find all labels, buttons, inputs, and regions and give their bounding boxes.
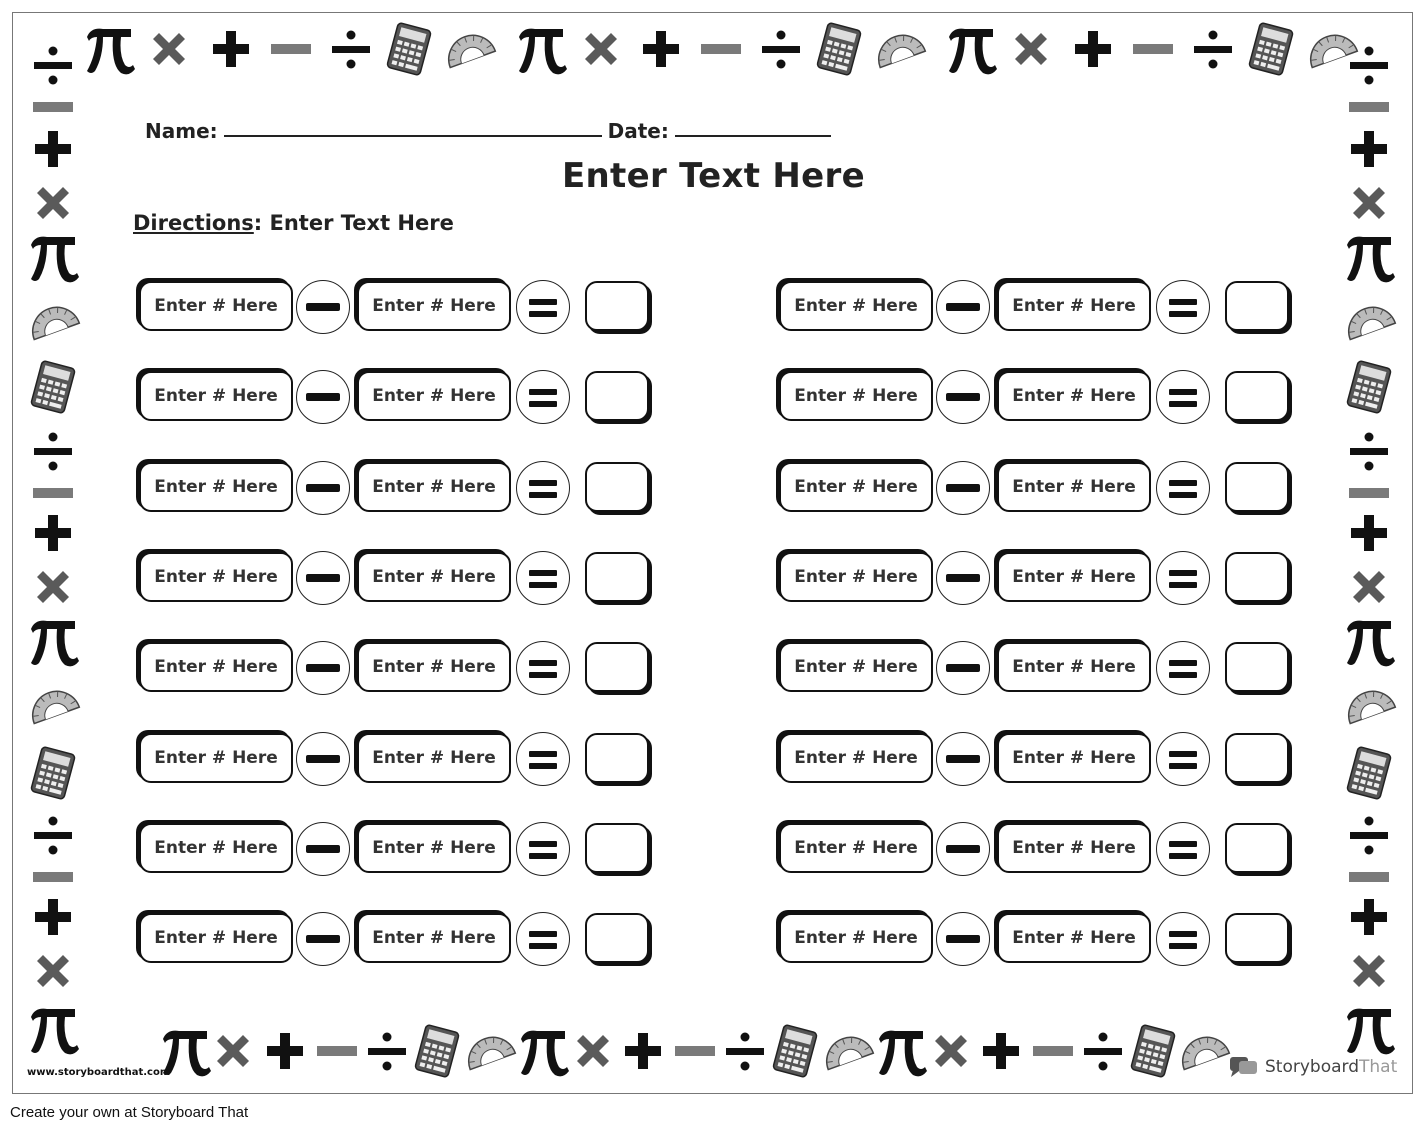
- first-number-field[interactable]: [139, 733, 293, 783]
- minus-sign: [936, 280, 990, 334]
- problem-row: [773, 550, 1293, 606]
- protractor-icon: [26, 294, 80, 348]
- minus-sign: [296, 912, 350, 966]
- calculator-icon: [1244, 22, 1298, 76]
- second-number-field[interactable]: [997, 371, 1151, 421]
- problem-row: [773, 731, 1293, 787]
- number-placeholder: Enter # Here: [372, 657, 496, 678]
- number-placeholder: Enter # Here: [794, 296, 918, 316]
- equals-sign: [516, 641, 570, 695]
- protractor-icon: [1342, 678, 1396, 732]
- equals-sign: [1156, 370, 1210, 424]
- minus-sign: [936, 641, 990, 695]
- speech-bubble-icon: [1229, 1055, 1259, 1079]
- problem-row: [773, 460, 1293, 516]
- equals-sign: [516, 912, 570, 966]
- second-number-field[interactable]: [997, 733, 1151, 783]
- number-placeholder: Enter # Here: [154, 928, 278, 949]
- equals-sign: [516, 370, 570, 424]
- minus-sign: [296, 732, 350, 786]
- number-placeholder: Enter # Here: [154, 566, 278, 587]
- minus-sign: [936, 461, 990, 515]
- problem-row: [133, 731, 653, 787]
- equals-sign: [516, 551, 570, 605]
- times-icon: [211, 1029, 255, 1073]
- second-number-field[interactable]: [357, 642, 511, 692]
- equals-sign: [516, 732, 570, 786]
- minus-icon: [315, 1029, 359, 1073]
- times-icon: [579, 27, 623, 71]
- number-placeholder: Enter # Here: [372, 476, 496, 497]
- answer-box[interactable]: [1225, 733, 1289, 783]
- first-number-field[interactable]: [779, 733, 933, 783]
- plus-icon: [1071, 27, 1115, 71]
- problem-row: [773, 369, 1293, 425]
- times-icon: [31, 949, 75, 993]
- problem-row: [133, 460, 653, 516]
- times-icon: [1347, 949, 1391, 993]
- calculator-icon: [410, 1024, 464, 1078]
- protractor-icon: [462, 1024, 516, 1078]
- calculator-icon: [1342, 360, 1396, 414]
- number-placeholder: Enter # Here: [1012, 296, 1136, 316]
- number-placeholder: Enter # Here: [794, 928, 918, 949]
- name-date-row: [145, 111, 837, 143]
- logo-main-text: Storyboard: [1265, 1057, 1359, 1077]
- minus-sign: [296, 461, 350, 515]
- calculator-icon: [382, 22, 436, 76]
- answer-box[interactable]: [585, 642, 649, 692]
- second-number-field[interactable]: [997, 913, 1151, 963]
- plus-icon: [263, 1029, 307, 1073]
- second-number-field[interactable]: [357, 733, 511, 783]
- minus-icon: [1347, 85, 1391, 129]
- pi-icon: [25, 1001, 81, 1057]
- directions-label: Directions: [133, 211, 254, 235]
- second-number-field[interactable]: [357, 913, 511, 963]
- pi-icon: [1341, 229, 1397, 285]
- number-placeholder: Enter # Here: [372, 747, 496, 768]
- number-placeholder: Enter # Here: [1012, 837, 1136, 858]
- first-number-field[interactable]: [779, 371, 933, 421]
- times-icon: [31, 565, 75, 609]
- number-placeholder: Enter # Here: [372, 296, 496, 316]
- problem-row: [133, 821, 653, 877]
- problem-row: [133, 369, 653, 425]
- divide-icon: [31, 813, 75, 857]
- answer-box[interactable]: [585, 371, 649, 421]
- first-number-field[interactable]: [779, 281, 933, 331]
- divide-icon: [759, 27, 803, 71]
- problem-row: [773, 911, 1293, 967]
- pi-icon: [25, 229, 81, 285]
- number-placeholder: Enter # Here: [794, 566, 918, 587]
- calculator-icon: [1126, 1024, 1180, 1078]
- pi-icon: [515, 1023, 571, 1079]
- logo-accent-text: That: [1359, 1057, 1398, 1077]
- times-icon: [571, 1029, 615, 1073]
- second-number-field[interactable]: [997, 552, 1151, 602]
- number-placeholder: Enter # Here: [154, 747, 278, 768]
- first-number-field[interactable]: [139, 281, 293, 331]
- protractor-icon: [442, 22, 496, 76]
- plus-icon: [209, 27, 253, 71]
- number-placeholder: Enter # Here: [794, 747, 918, 768]
- answer-box[interactable]: [585, 281, 649, 331]
- problem-row: [133, 279, 653, 335]
- date-label: Date:: [607, 119, 669, 143]
- divide-icon: [1081, 1029, 1125, 1073]
- first-number-field[interactable]: [779, 552, 933, 602]
- equals-sign: [516, 461, 570, 515]
- pi-icon: [513, 21, 569, 77]
- divide-icon: [723, 1029, 767, 1073]
- minus-sign: [936, 822, 990, 876]
- number-placeholder: Enter # Here: [794, 476, 918, 497]
- number-placeholder: Enter # Here: [154, 657, 278, 678]
- equals-sign: [516, 280, 570, 334]
- second-number-field[interactable]: [997, 281, 1151, 331]
- first-number-field[interactable]: [139, 552, 293, 602]
- minus-sign: [936, 912, 990, 966]
- plus-icon: [31, 895, 75, 939]
- number-placeholder: Enter # Here: [1012, 657, 1136, 678]
- name-label: Name:: [145, 119, 218, 143]
- name-line[interactable]: [224, 135, 602, 137]
- footer-credit: Create your own at Storyboard That: [10, 1104, 249, 1121]
- calculator-icon: [1342, 746, 1396, 800]
- plus-icon: [1347, 895, 1391, 939]
- number-placeholder: Enter # Here: [372, 928, 496, 949]
- second-number-field[interactable]: [357, 552, 511, 602]
- pi-icon: [25, 613, 81, 669]
- answer-box[interactable]: [1225, 552, 1289, 602]
- number-placeholder: Enter # Here: [794, 837, 918, 858]
- divide-icon: [1347, 429, 1391, 473]
- answer-box[interactable]: [585, 462, 649, 512]
- number-placeholder: Enter # Here: [372, 566, 496, 587]
- plus-icon: [31, 511, 75, 555]
- calculator-icon: [768, 1024, 822, 1078]
- number-placeholder: Enter # Here: [372, 837, 496, 858]
- first-number-field[interactable]: [779, 913, 933, 963]
- answer-box[interactable]: [585, 913, 649, 963]
- times-icon: [1347, 565, 1391, 609]
- plus-icon: [1347, 511, 1391, 555]
- problem-row: [773, 821, 1293, 877]
- minus-sign: [296, 551, 350, 605]
- number-placeholder: Enter # Here: [372, 386, 496, 407]
- site-url: www.storyboardthat.com: [27, 1067, 171, 1078]
- number-placeholder: Enter # Here: [1012, 476, 1136, 497]
- minus-icon: [1347, 471, 1391, 515]
- protractor-icon: [820, 1024, 874, 1078]
- first-number-field[interactable]: [779, 823, 933, 873]
- times-icon: [147, 27, 191, 71]
- minus-icon: [31, 471, 75, 515]
- number-placeholder: Enter # Here: [154, 386, 278, 407]
- pi-icon: [1341, 1001, 1397, 1057]
- minus-sign: [936, 732, 990, 786]
- number-placeholder: Enter # Here: [1012, 928, 1136, 949]
- calculator-icon: [812, 22, 866, 76]
- number-placeholder: Enter # Here: [1012, 747, 1136, 768]
- worksheet-title[interactable]: Enter Text Here: [562, 156, 865, 196]
- first-number-field[interactable]: [779, 642, 933, 692]
- second-number-field[interactable]: [997, 462, 1151, 512]
- number-placeholder: Enter # Here: [794, 657, 918, 678]
- date-line[interactable]: [675, 135, 831, 137]
- answer-box[interactable]: [1225, 823, 1289, 873]
- second-number-field[interactable]: [997, 642, 1151, 692]
- minus-sign: [296, 280, 350, 334]
- minus-icon: [673, 1029, 717, 1073]
- minus-sign: [296, 822, 350, 876]
- first-number-field[interactable]: [779, 462, 933, 512]
- pi-icon: [1341, 613, 1397, 669]
- protractor-icon: [1342, 294, 1396, 348]
- answer-box[interactable]: [585, 733, 649, 783]
- answer-box[interactable]: [1225, 281, 1289, 331]
- minus-icon: [31, 85, 75, 129]
- answer-box[interactable]: [585, 823, 649, 873]
- answer-box[interactable]: [585, 552, 649, 602]
- equals-sign: [1156, 822, 1210, 876]
- first-number-field[interactable]: [139, 371, 293, 421]
- pi-icon: [873, 1023, 929, 1079]
- plus-icon: [639, 27, 683, 71]
- minus-icon: [31, 855, 75, 899]
- times-icon: [929, 1029, 973, 1073]
- protractor-icon: [872, 22, 926, 76]
- divide-icon: [31, 429, 75, 473]
- times-icon: [1009, 27, 1053, 71]
- number-placeholder: Enter # Here: [1012, 386, 1136, 407]
- calculator-icon: [26, 746, 80, 800]
- problem-row: [133, 911, 653, 967]
- first-number-field[interactable]: [139, 462, 293, 512]
- first-number-field[interactable]: [139, 823, 293, 873]
- protractor-icon: [1176, 1024, 1230, 1078]
- minus-icon: [1131, 27, 1175, 71]
- answer-box[interactable]: [1225, 371, 1289, 421]
- minus-icon: [699, 27, 743, 71]
- second-number-field[interactable]: [357, 462, 511, 512]
- minus-sign: [296, 641, 350, 695]
- plus-icon: [621, 1029, 665, 1073]
- second-number-field[interactable]: [357, 281, 511, 331]
- second-number-field[interactable]: [997, 823, 1151, 873]
- minus-icon: [269, 27, 313, 71]
- answer-box[interactable]: [1225, 462, 1289, 512]
- divide-icon: [365, 1029, 409, 1073]
- first-number-field[interactable]: [139, 913, 293, 963]
- number-placeholder: Enter # Here: [154, 296, 278, 316]
- answer-box[interactable]: [1225, 642, 1289, 692]
- first-number-field[interactable]: [139, 642, 293, 692]
- divide-icon: [329, 27, 373, 71]
- second-number-field[interactable]: [357, 371, 511, 421]
- minus-icon: [1031, 1029, 1075, 1073]
- minus-sign: [296, 370, 350, 424]
- problem-row: [133, 550, 653, 606]
- calculator-icon: [26, 360, 80, 414]
- divide-icon: [1347, 813, 1391, 857]
- equals-sign: [1156, 732, 1210, 786]
- equals-sign: [1156, 641, 1210, 695]
- second-number-field[interactable]: [357, 823, 511, 873]
- equals-sign: [516, 822, 570, 876]
- answer-box[interactable]: [1225, 913, 1289, 963]
- equals-sign: [1156, 280, 1210, 334]
- equals-sign: [1156, 461, 1210, 515]
- problem-row: [773, 279, 1293, 335]
- minus-sign: [936, 551, 990, 605]
- minus-sign: [936, 370, 990, 424]
- divide-icon: [1347, 43, 1391, 87]
- problem-row: [133, 640, 653, 696]
- pi-icon: [943, 21, 999, 77]
- divide-icon: [1191, 27, 1235, 71]
- directions-text: : Enter Text Here: [253, 211, 454, 235]
- number-placeholder: Enter # Here: [1012, 566, 1136, 587]
- number-placeholder: Enter # Here: [794, 386, 918, 407]
- equals-sign: [1156, 912, 1210, 966]
- protractor-icon: [26, 678, 80, 732]
- pi-icon: [81, 21, 137, 77]
- directions[interactable]: [133, 211, 454, 235]
- minus-icon: [1347, 855, 1391, 899]
- number-placeholder: Enter # Here: [154, 837, 278, 858]
- storyboardthat-logo: [1229, 1055, 1397, 1079]
- divide-icon: [31, 43, 75, 87]
- worksheet: [12, 12, 1413, 1094]
- number-placeholder: Enter # Here: [154, 476, 278, 497]
- equals-sign: [1156, 551, 1210, 605]
- problem-row: [773, 640, 1293, 696]
- plus-icon: [979, 1029, 1023, 1073]
